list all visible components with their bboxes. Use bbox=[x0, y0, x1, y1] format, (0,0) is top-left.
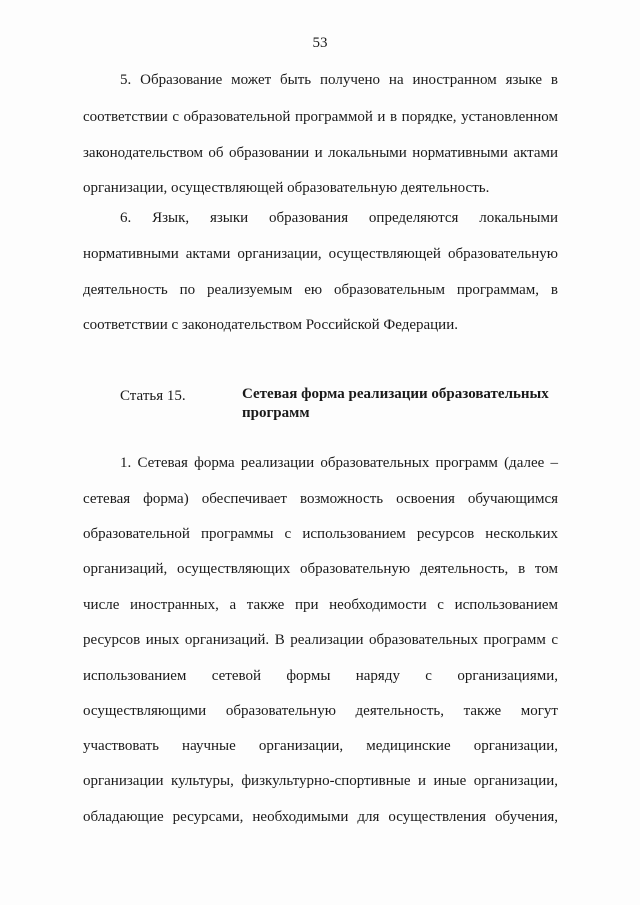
paragraph-1 bbox=[83, 453, 558, 853]
article-title: Сетевая форма реализации образовательных программ bbox=[242, 386, 549, 421]
paragraph-line: сетевая форма) обеспечивает возможность освоения обучающимся bbox=[83, 491, 558, 507]
paragraph-line: числе иностранных, а также при необходимости с использованием bbox=[83, 597, 558, 613]
paragraph-line: 6. Язык, языки образования определяются локальными bbox=[120, 210, 558, 226]
paragraph-line: деятельность по реализуемым ею образовательным программам, в bbox=[83, 282, 558, 298]
paragraph-line: обладающие ресурсами, необходимыми для осуществления обучения, bbox=[83, 809, 558, 825]
paragraph-line: соответствии с образовательной программой и в порядке, установленном bbox=[83, 109, 558, 125]
paragraph-5 bbox=[83, 70, 558, 196]
paragraph-line: ресурсов иных организаций. В реализации образовательных программ с bbox=[83, 632, 558, 648]
paragraph-line: организации культуры, физкультурно-спортивные и иные организации, bbox=[83, 773, 558, 789]
paragraph-line: 1. Сетевая форма реализации образовательных программ (далее – bbox=[120, 455, 558, 471]
paragraph-line: использованием сетевой формы наряду с организациями, bbox=[83, 668, 558, 684]
paragraph-6 bbox=[83, 208, 558, 333]
article-number: Статья 15. bbox=[120, 388, 186, 404]
paragraph-line: образовательной программы с использованием ресурсов нескольких bbox=[83, 526, 558, 542]
paragraph-line: осуществляющими образовательную деятельность, также могут bbox=[83, 703, 558, 719]
paragraph-line: законодательством об образовании и локальными нормативными актами bbox=[83, 145, 558, 161]
paragraph-line: организаций, осуществляющих образовательную деятельность, в том bbox=[83, 561, 558, 577]
paragraph-line: нормативными актами организации, осуществляющей образовательную bbox=[83, 246, 558, 262]
paragraph-line: 5. Образование может быть получено на иностранном языке в bbox=[120, 72, 558, 88]
paragraph-line: организации, осуществляющей образовательную деятельность. bbox=[83, 180, 490, 196]
paragraph-line: соответствии с законодательством Российской Федерации. bbox=[83, 317, 458, 333]
paragraph-line: участвовать научные организации, медицинские организации, bbox=[83, 738, 558, 754]
page-number: 53 bbox=[312, 35, 328, 51]
